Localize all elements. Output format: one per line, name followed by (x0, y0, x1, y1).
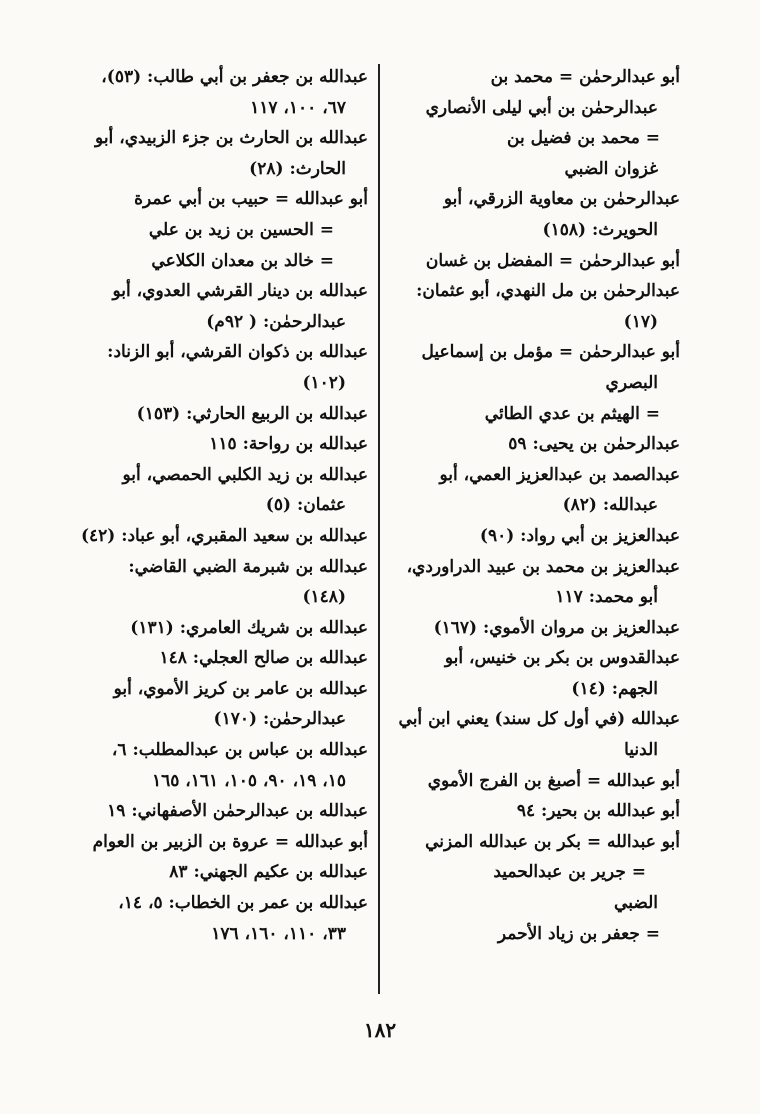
index-line: أبو عبدالله = عروة بن الزبير بن العوام (92, 831, 368, 852)
column-divider (378, 64, 380, 994)
index-line: الحويرث: (١٥٨) (542, 219, 658, 240)
index-line: عبدالله بن رواحة: ١١٥ (209, 434, 368, 455)
page-number: ١٨٢ (363, 1018, 397, 1042)
index-line: عبدالرحمٰن: ( ٩٢م) (206, 311, 346, 332)
index-line: (١٧) (623, 311, 658, 332)
index-line: أبو عبدالرحمٰن = مؤمل بن إسماعيل (421, 342, 680, 363)
index-line: عبدالله بن دينار القرشي العدوي، أبو (112, 281, 368, 302)
index-line: غزوان الضبي (564, 158, 658, 179)
index-line: عبدالعزيز بن محمد بن عبيد الدراوردي، (406, 556, 680, 577)
index-line: عبدالله بن ذكوان القرشي، أبو الزناد: (107, 342, 368, 363)
index-line: عبدالله بن عكيم الجهني: ٨٣ (169, 862, 368, 883)
index-line: عبدالرحمٰن بن معاوية الزرقي، أبو (443, 189, 680, 210)
index-line: (١٠٢) (302, 372, 346, 393)
index-line: عبدالله بن عامر بن كريز الأموي، أبو (113, 678, 368, 699)
index-line: عبدالرحمٰن بن مل النهدي، أبو عثمان: (416, 281, 680, 302)
index-line: أبو عبدالرحمٰن = المفضل بن غسان (425, 250, 680, 271)
index-line: ١٥، ١٩، ٩٠، ١٠٥، ١٦١، ١٦٥ (151, 770, 346, 791)
index-line: عبدالصمد بن عبدالعزيز العمي، أبو (439, 464, 680, 485)
index-line: عبدالله بن شبرمة الضبي القاضي: (128, 556, 368, 577)
index-line: عبدالله بن سعيد المقبري، أبو عباد: (٤٢) (80, 525, 368, 546)
right-column (396, 62, 680, 949)
index-line: = الحسين بن زيد بن علي (148, 219, 334, 240)
index-line: عبدالله بن عمر بن الخطاب: ٥، ١٤، (118, 893, 368, 914)
index-line: عبدالله بن جعفر بن أبي طالب: (٥٣)، (101, 67, 368, 87)
index-line: عبدالرحمٰن بن يحيى: ٥٩ (508, 434, 680, 455)
index-line: عثمان: (٥) (265, 495, 346, 516)
index-line: أبو عبدالله = أصبغ بن الفرج الأموي (427, 770, 680, 791)
index-line: الضبي (614, 893, 658, 914)
index-line: عبدالله بن عباس بن عبدالمطلب: ٦، (111, 740, 368, 761)
index-line: عبدالله بن الربيع الحارثي: (١٥٣) (136, 403, 368, 424)
index-line: عبدالله بن زيد الكلبي الحمصي، أبو (122, 464, 368, 485)
index-line: عبدالله بن عبدالرحمٰن الأصفهاني: ١٩ (107, 801, 368, 822)
index-line: البصري (605, 372, 658, 393)
index-line: ٦٧، ١٠٠، ١١٧ (250, 97, 346, 118)
left-column (74, 62, 368, 949)
index-line: عبدالله بن صالح العجلي: ١٤٨ (159, 648, 368, 669)
index-line: عبدالرحمٰن: (١٧٠) (213, 709, 346, 730)
index-line: عبدالله (في أول كل سند) يعني ابن أبي (398, 709, 680, 730)
index-line: أبو عبدالرحمٰن = محمد بن (490, 67, 680, 87)
index-line: أبو عبدالله بن بحير: ٩٤ (516, 801, 680, 822)
index-line: أبو عبدالله = حبيب بن أبي عمرة (134, 189, 368, 210)
index-line: عبدالله: (٨٢) (562, 495, 658, 516)
index-line: أبو محمد: ١١٧ (555, 587, 658, 608)
index-line: الجهم: (١٤) (571, 678, 658, 699)
index-line: = جرير بن عبدالحميد (493, 862, 646, 883)
index-line: عبدالله بن الحارث بن جزء الزبيدي، أبو (95, 128, 368, 149)
index-line: ٣٣، ١١٠، ١٦٠، ١٧٦ (211, 923, 346, 944)
index-line: الدنيا (624, 740, 658, 761)
index-line: = خالد بن معدان الكلاعي (151, 250, 334, 271)
index-line: عبدالقدوس بن بكر بن خنيس، أبو (444, 648, 680, 669)
index-line: = محمد بن فضيل بن (507, 128, 660, 149)
index-line: = جعفر بن زياد الأحمر (497, 923, 660, 944)
index-line: الحارث: (٢٨) (249, 158, 346, 179)
index-line: أبو عبدالله = بكر بن عبدالله المزني (425, 831, 680, 852)
index-line: عبدالله بن شريك العامري: (١٣١) (130, 617, 368, 638)
index-line: (١٤٨) (302, 587, 346, 608)
index-line: عبدالعزيز بن مروان الأموي: (١٦٧) (433, 617, 680, 638)
index-line: = الهيثم بن عدي الطائي (484, 403, 660, 424)
index-line: عبدالرحمٰن بن أبي ليلى الأنصاري (425, 97, 658, 118)
index-line: عبدالعزيز بن أبي رواد: (٩٠) (479, 525, 680, 546)
